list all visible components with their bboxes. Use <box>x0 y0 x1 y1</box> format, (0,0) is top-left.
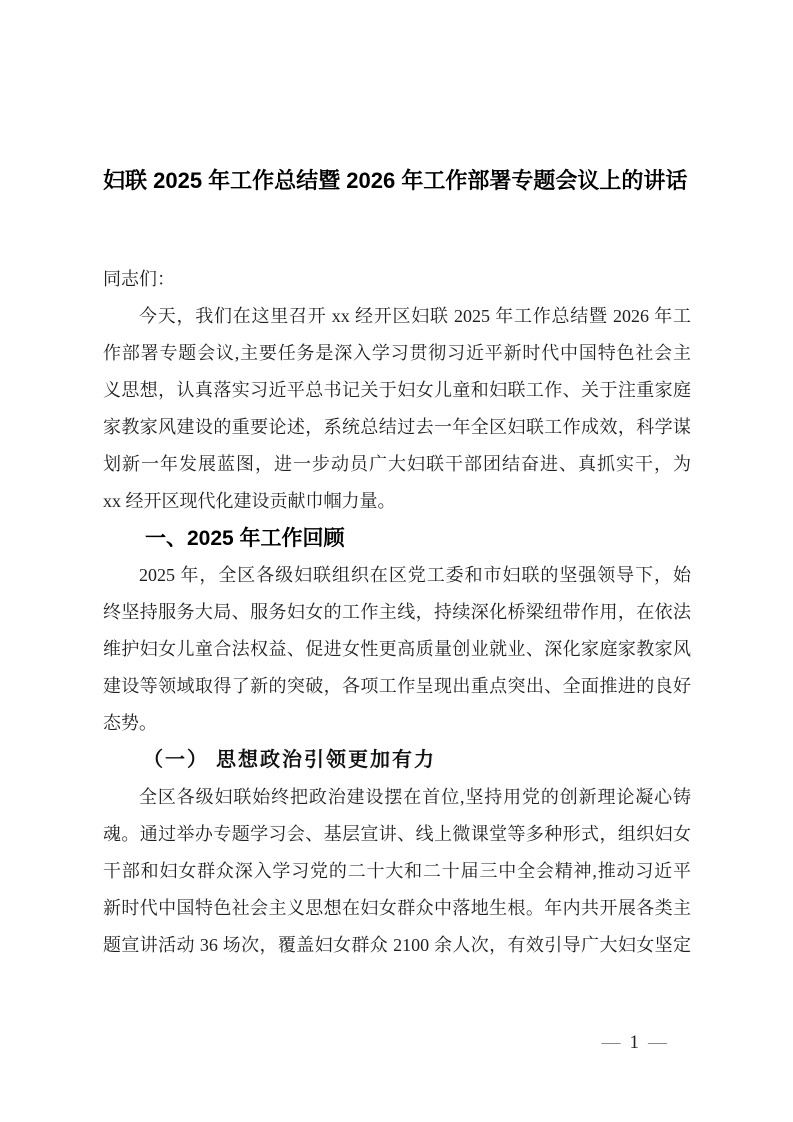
paragraph-line: 划新一年发展蓝图，进一步动员广大妇联干部团结奋进、真抓实干，为 <box>103 454 691 474</box>
section-heading: 一、2025 年工作回顾 <box>145 527 345 550</box>
paragraph-line: 作部署专题会议,主要任务是深入学习贯彻习近平新时代中国特色社会主 <box>103 343 691 363</box>
salutation: 同志们： <box>103 269 175 289</box>
footer-dash-right: — <box>648 1032 667 1053</box>
paragraph-line: 题宣讲活动 36 场次，覆盖妇女群众 2100 余人次，有效引导广大妇女坚定 <box>103 935 691 955</box>
paragraph-line: 义思想，认真落实习近平总书记关于妇女儿童和妇联工作、关于注重家庭 <box>103 380 691 400</box>
page-footer <box>602 1030 668 1056</box>
document-title: 妇联 2025 年工作总结暨 2026 年工作部署专题会议上的讲话 <box>103 168 688 193</box>
paragraph-line: 家教家风建设的重要论述，系统总结过去一年全区妇联工作成效，科学谋 <box>103 417 691 437</box>
sub-section-heading: （一） 思想政治引领更加有力 <box>143 749 436 771</box>
paragraph-line: 新时代中国特色社会主义思想在妇女群众中落地生根。年内共开展各类主 <box>103 898 691 918</box>
footer-dash-left: — <box>601 1032 621 1053</box>
document-content <box>103 0 691 964</box>
paragraph-line: 2025 年，全区各级妇联组织在区党工委和市妇联的坚强领导下，始 <box>139 565 691 585</box>
paragraph-line: 魂。通过举办专题学习会、基层宣讲、线上微课堂等多种形式，组织妇女 <box>103 824 691 844</box>
paragraph-line: 维护妇女儿童合法权益、促进女性更高质量创业就业、深化家庭家教家风 <box>103 639 691 659</box>
paragraph-line: xx 经开区现代化建设贡献巾帼力量。 <box>103 491 396 511</box>
paragraph-line: 干部和妇女群众深入学习党的二十大和二十届三中全会精神,推动习近平 <box>103 861 691 881</box>
paragraph-line: 建设等领域取得了新的突破，各项工作呈现出重点突出、全面推进的良好 <box>103 676 691 696</box>
page-number: 1 <box>629 1032 639 1053</box>
paragraph-line: 终坚持服务大局、服务妇女的工作主线，持续深化桥梁纽带作用，在依法 <box>103 602 691 622</box>
paragraph-line: 态势。 <box>103 713 157 733</box>
document-blocks <box>103 261 691 964</box>
paragraph-line: 今天，我们在这里召开 xx 经开区妇联 2025 年工作总结暨 2026 年工 <box>139 306 691 326</box>
paragraph-line: 全区各级妇联始终把政治建设摆在首位,坚持用党的创新理论凝心铸 <box>139 787 691 807</box>
